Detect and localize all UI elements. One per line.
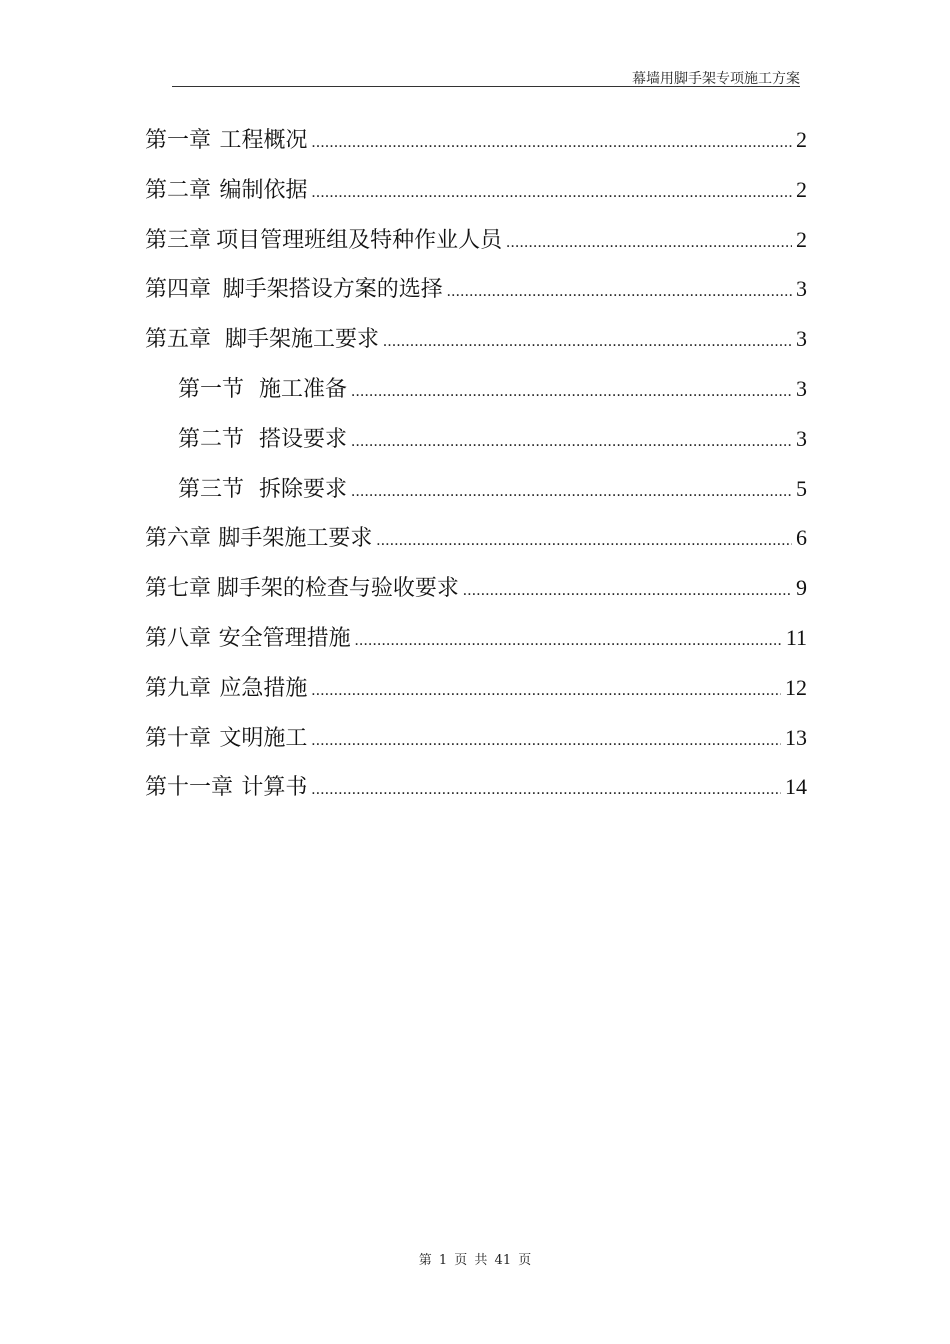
toc-entry-title: 计算书: [241, 775, 308, 801]
toc-entry-title: 脚手架的检查与验收要求: [216, 576, 459, 602]
dot-leader: [311, 765, 781, 815]
toc-entry-chapter-9[interactable]: [145, 663, 807, 713]
toc-entry-number: 第六章: [145, 526, 212, 552]
table-of-contents: [145, 115, 807, 812]
toc-entry-chapter-5[interactable]: [145, 314, 807, 364]
toc-entry-title: 项目管理班组及特种作业人员: [216, 227, 503, 253]
toc-entry-number: 第十章: [145, 725, 212, 751]
toc-entry-number: 第五章: [145, 327, 212, 353]
toc-entry-number: 第三节: [178, 476, 245, 502]
toc-entry-title: 搭设要求: [259, 426, 348, 452]
toc-entry-title: 编制依据: [219, 177, 308, 203]
dot-leader: [506, 218, 792, 268]
toc-entry-page: 12: [785, 674, 807, 700]
toc-entry-chapter-2[interactable]: [145, 165, 807, 215]
toc-entry-title: 脚手架施工要求: [224, 327, 379, 353]
page-footer: 第 1 页 共 41 页: [418, 1253, 532, 1268]
toc-entry-page: 2: [796, 127, 807, 152]
toc-entry-chapter-10[interactable]: [145, 713, 807, 763]
running-header: 幕墙用脚手架专项施工方案: [632, 71, 800, 87]
dot-leader: [351, 417, 792, 467]
toc-entry-title: 安全管理措施: [218, 625, 351, 651]
dot-leader: [355, 616, 782, 666]
dot-leader: [376, 516, 792, 566]
toc-entry-page: 3: [796, 425, 807, 451]
toc-entry-title: 应急措施: [219, 675, 308, 701]
dot-leader: [383, 317, 792, 367]
toc-entry-number: 第二节: [178, 426, 245, 452]
toc-entry-section-3[interactable]: [145, 464, 807, 514]
header-rule: [172, 86, 800, 87]
toc-entry-number: 第二章: [145, 177, 212, 203]
toc-entry-page: 9: [796, 575, 807, 601]
toc-entry-number: 第九章: [145, 675, 212, 701]
dot-leader: [447, 267, 792, 317]
dot-leader: [351, 467, 792, 517]
toc-entry-number: 第一章: [145, 128, 212, 153]
toc-entry-title: 脚手架施工要求: [218, 526, 373, 552]
toc-entry-title: 工程概况: [219, 128, 308, 153]
toc-entry-chapter-11[interactable]: [145, 762, 807, 812]
toc-entry-chapter-1[interactable]: [145, 115, 807, 165]
toc-entry-number: 第八章: [145, 625, 212, 651]
dot-leader: [463, 566, 792, 616]
toc-entry-number: 第七章: [145, 576, 212, 602]
toc-entry-page: 14: [785, 774, 807, 800]
toc-entry-number: 第十一章: [145, 775, 234, 801]
toc-entry-page: 2: [796, 226, 807, 252]
toc-entry-title: 脚手架搭设方案的选择: [222, 277, 443, 303]
toc-entry-page: 11: [785, 624, 807, 650]
toc-entry-title: 文明施工: [219, 725, 308, 751]
dot-leader: [351, 367, 792, 417]
dot-leader: [312, 168, 792, 218]
toc-entry-title: 拆除要求: [259, 476, 348, 502]
toc-entry-page: 3: [796, 276, 807, 302]
toc-entry-chapter-6[interactable]: [145, 513, 807, 563]
toc-entry-page: 5: [796, 475, 807, 501]
toc-entry-section-1[interactable]: [145, 364, 807, 414]
toc-entry-chapter-3[interactable]: [145, 215, 807, 265]
toc-entry-number: 第一节: [178, 376, 245, 402]
dot-leader: [312, 118, 792, 168]
toc-entry-section-2[interactable]: [145, 414, 807, 464]
toc-entry-title: 施工准备: [259, 376, 348, 402]
toc-entry-page: 6: [796, 525, 807, 551]
toc-entry-page: 13: [785, 724, 807, 750]
toc-entry-number: 第三章: [145, 227, 212, 253]
toc-entry-chapter-8[interactable]: [145, 613, 807, 663]
dot-leader: [311, 666, 781, 716]
toc-entry-chapter-4[interactable]: [145, 264, 807, 314]
toc-entry-page: 2: [796, 176, 807, 202]
toc-entry-page: 3: [796, 326, 807, 352]
toc-entry-page: 3: [796, 375, 807, 401]
toc-entry-number: 第四章: [145, 277, 212, 303]
toc-entry-chapter-7[interactable]: [145, 563, 807, 613]
dot-leader: [311, 716, 781, 766]
